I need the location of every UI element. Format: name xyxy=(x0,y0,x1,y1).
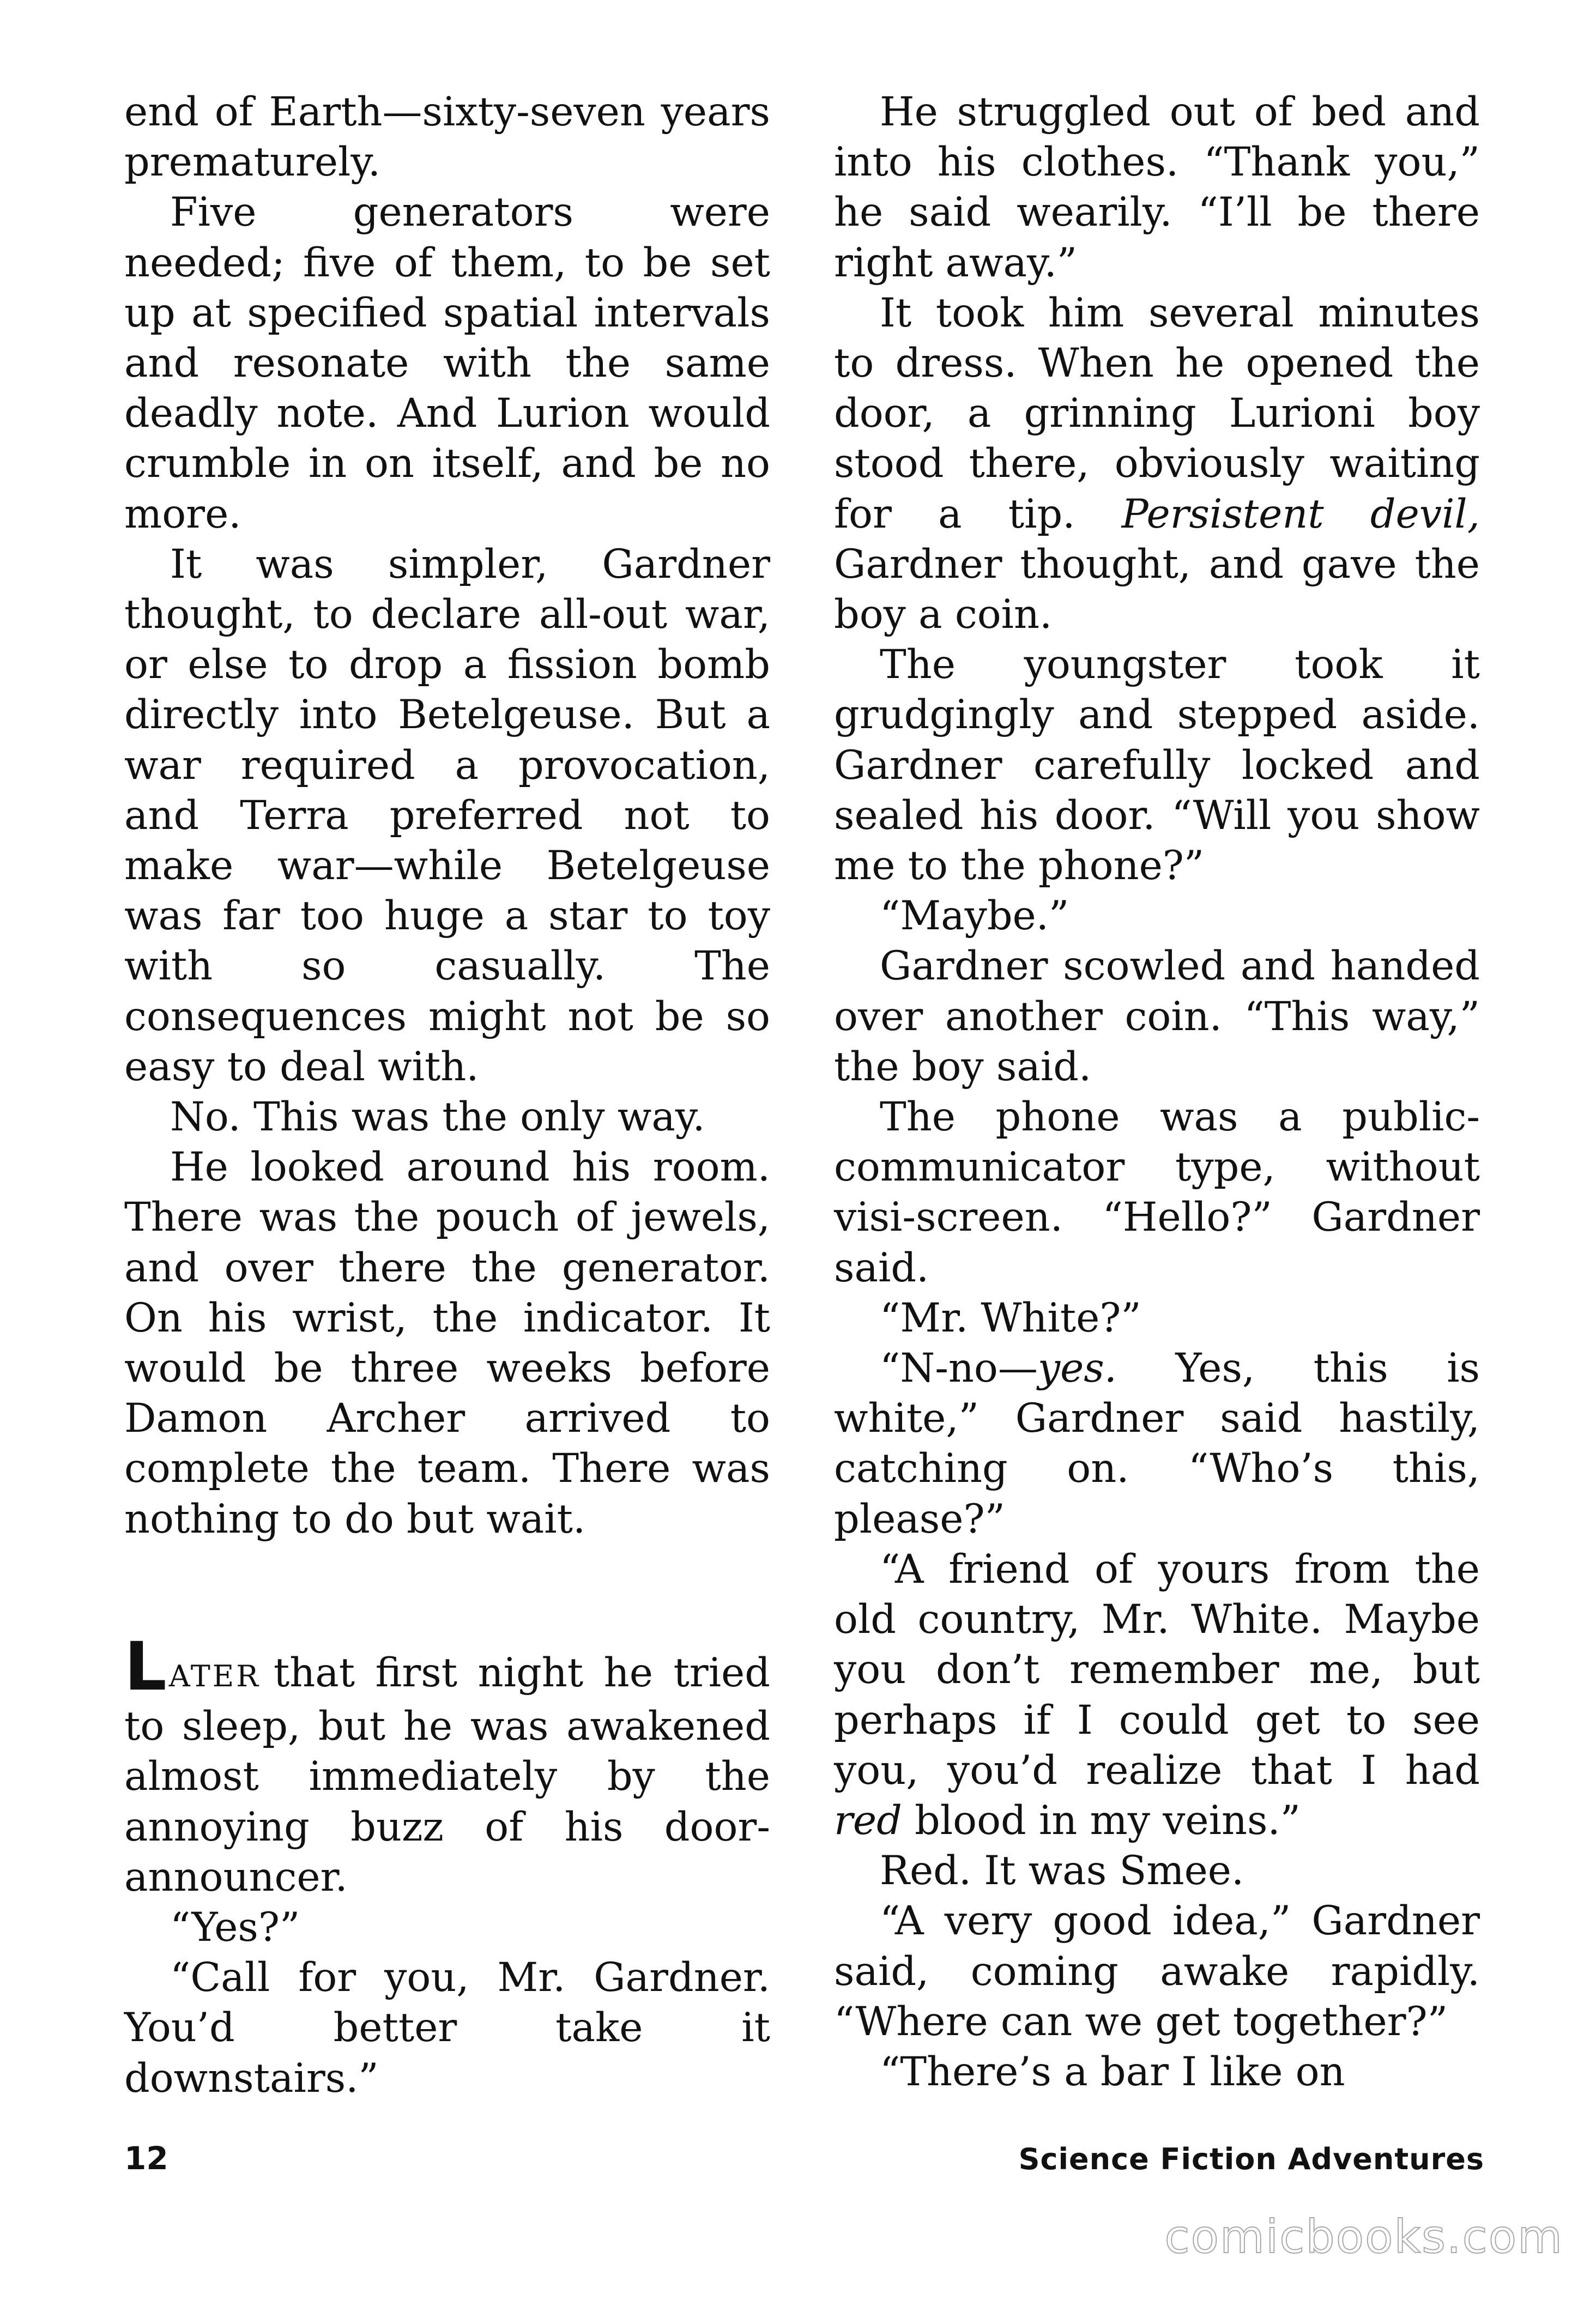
watermark: comicbooks.com xyxy=(1164,2210,1563,2263)
italic-text: yes. xyxy=(1037,1345,1117,1392)
magazine-title-footer: Science Fiction Adventures xyxy=(1018,2142,1484,2176)
paragraph: “Maybe.” xyxy=(880,893,1069,940)
section-opening-paragraph xyxy=(124,1627,770,1903)
paragraph xyxy=(834,1343,1480,1545)
paragraph: “A very good idea,” Gardner said, coming awake rapidly. “Where can we get together?” xyxy=(834,1898,1480,2045)
paragraph: “There’s a bar I like on xyxy=(880,2048,1345,2095)
paragraph: The phone was a public-communicator type, without visi-screen. “Hello?” Gardner said. xyxy=(834,1094,1480,1291)
paragraph: Five generators were needed; five of them, to be set up at specified spatial intervals and resonate with the same deadly note. And Lurion would crumble in on itself, and be no more. xyxy=(124,189,770,537)
paragraph xyxy=(834,288,1480,640)
paragraph: Red. It was Smee. xyxy=(880,1848,1244,1895)
paragraph: He looked around his room. There was the pouch of jewels, and over there the generator. On his wrist, the indicator. It would be three weeks before Damon Archer arrived to complete the team. There was nothing to do but wait. xyxy=(124,1144,770,1542)
paragraph-text: blood in my veins.” xyxy=(915,1797,1301,1844)
paragraph: end of Earth—sixty-seven years prematurely. xyxy=(124,89,770,186)
paragraph: “Yes?” xyxy=(170,1904,300,1951)
paragraph: He struggled out of bed and into his clothes. “Thank you,” he said wearily. “I’ll be there right away.” xyxy=(834,89,1480,286)
paragraph: “Call for you, Mr. Gardner. You’d better take it downstairs.” xyxy=(124,1954,770,2102)
paragraph xyxy=(834,1545,1480,1846)
italic-text: red xyxy=(834,1797,902,1844)
paragraph: No. This was the only way. xyxy=(170,1094,705,1141)
paragraph: The youngster took it grudgingly and stepped aside. Gardner carefully locked and sealed his door. “Will you show me to the phone?” xyxy=(834,641,1480,889)
paragraph-text: “A friend of yours from the old country, Mr. White. Maybe you don’t remember me, but perhaps if I could get to see you, you’d realize that I had xyxy=(834,1546,1480,1794)
paragraph: Gardner scowled and handed over another coin. “This way,” the boy said. xyxy=(834,943,1480,1090)
paragraph-text: Yes, this is white,” Gardner said hastily, catching on. “Who’s this, please?” xyxy=(834,1345,1480,1542)
drop-cap: L xyxy=(124,1627,167,1705)
paragraph-text: It took him several minutes to dress. When he opened the door, a grinning Lurioni boy stood there, obviously waiting for a tip. xyxy=(834,289,1480,537)
right-text-column xyxy=(834,87,1480,2097)
paragraph-text: Gardner thought, and gave the boy a coin. xyxy=(834,541,1480,638)
small-caps-lead: ATER xyxy=(168,1659,261,1693)
left-text-column xyxy=(124,87,770,2104)
paragraph-text: that first night he tried to sleep, but he was awakened almost immediately by the annoying buzz of his door-announcer. xyxy=(124,1649,770,1900)
paragraph-text: “N-no— xyxy=(880,1345,1038,1392)
page-number: 12 xyxy=(124,2140,168,2177)
italic-text: Persistent devil, xyxy=(1121,491,1480,537)
paragraph: “Mr. White?” xyxy=(880,1294,1141,1341)
paragraph: It was simpler, Gardner thought, to declare all-out war, or else to drop a fission bomb directly into Betelgeuse. But a war required a provocation, and Terra preferred not to make war—while Betelgeuse was far too huge a star to toy with so casually. The consequences might not be so easy to deal with. xyxy=(124,541,770,1090)
